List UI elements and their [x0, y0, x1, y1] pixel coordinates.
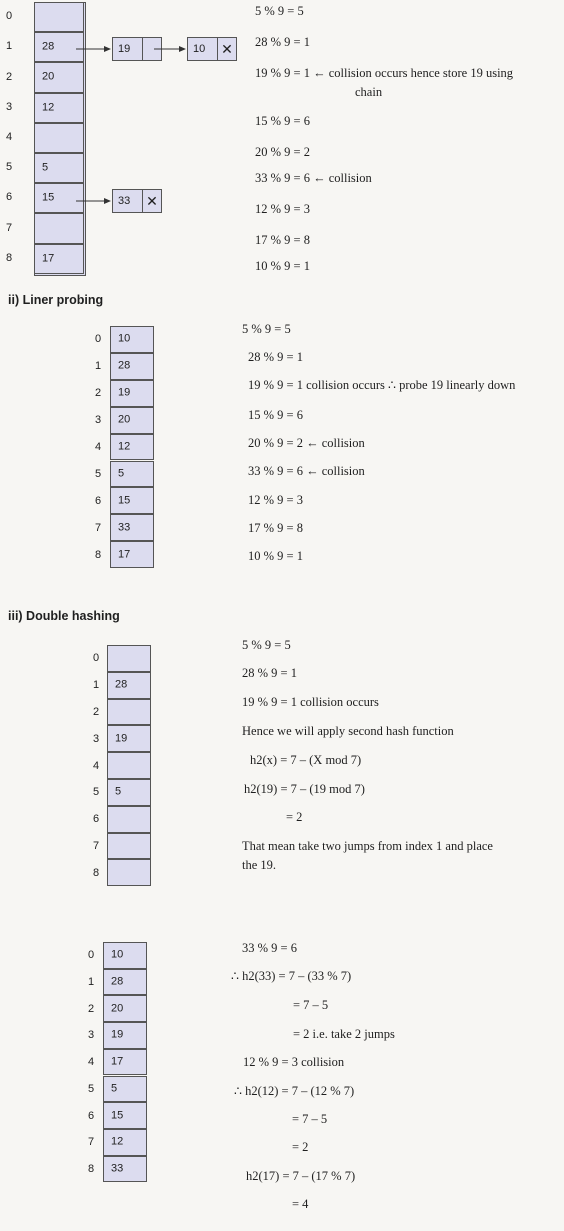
equation-line: That mean take two jumps from index 1 and place	[242, 839, 493, 853]
hash-table-slot	[107, 752, 151, 779]
equation-line: the 19.	[242, 858, 277, 872]
hash-table-slot	[107, 833, 151, 860]
slot-index: 8	[88, 1162, 95, 1175]
slot-index: 0	[88, 949, 95, 962]
hash-table-slot	[103, 1049, 147, 1076]
slot-index: 4	[95, 441, 102, 454]
hash-table-slot	[110, 461, 154, 488]
slot-index: 3	[6, 100, 13, 113]
null-pointer-icon: ✕	[217, 38, 236, 60]
hash-table-slot	[110, 434, 154, 461]
equation-line: 5 % 9 = 5	[255, 4, 304, 18]
equation-line: 5 % 9 = 5	[242, 322, 291, 336]
slot-index: 1	[93, 679, 100, 692]
equation-line: 17 % 9 = 8	[248, 521, 303, 535]
slot-value: 20	[118, 413, 131, 426]
chain-node-19: 19	[112, 37, 162, 61]
slot-value: 10	[118, 332, 131, 345]
equation-line: = 2 i.e. take 2 jumps	[293, 1027, 395, 1041]
hash-table-slot	[107, 806, 151, 833]
slot-value: 28	[118, 359, 131, 372]
linear-probing-heading: ii) Liner probing	[8, 293, 104, 307]
slot-index: 3	[88, 1029, 95, 1042]
slot-index: 0	[93, 652, 100, 665]
slot-index: 1	[88, 976, 95, 989]
slot-value: 28	[115, 678, 128, 691]
slot-index: 7	[95, 521, 102, 534]
slot-value: 33	[111, 1162, 124, 1175]
slot-index: 6	[6, 191, 13, 204]
equation-line: 12 % 9 = 3	[248, 493, 303, 507]
slot-value: 15	[111, 1109, 124, 1122]
hash-table-slot	[110, 487, 154, 514]
equation-line: chain	[355, 85, 383, 99]
slot-index: 2	[93, 706, 100, 718]
slot-value: 5	[42, 161, 49, 174]
slot-index: 5	[95, 467, 102, 480]
slot-index: 8	[93, 866, 100, 879]
equation-line: h2(17) = 7 – (17 % 7)	[246, 1169, 356, 1183]
hash-table-slot	[107, 672, 151, 699]
equation-line: 19 % 9 = 1 collision occurs ∴ probe 19 linearly down	[248, 378, 516, 392]
hash-table-slot	[103, 1102, 147, 1129]
slot-value: 15	[42, 191, 55, 204]
slot-index: 4	[88, 1056, 95, 1069]
slot-index: 5	[6, 161, 13, 174]
hash-table-slot	[110, 326, 154, 353]
slot-index: 1	[95, 360, 102, 373]
slot-value: 28	[42, 40, 55, 53]
equation-line: 12 % 9 = 3 collision	[243, 1055, 345, 1069]
equation-line: 28 % 9 = 1	[242, 666, 297, 680]
slot-value: 12	[42, 101, 55, 114]
slot-index: 1	[6, 40, 13, 53]
equation-line: 20 % 9 = 2	[255, 145, 310, 159]
slot-index: 0	[95, 333, 102, 346]
equation-line: 19 % 9 = 1 collision occurs	[242, 695, 379, 709]
hash-table-slot	[110, 541, 154, 568]
hash-table-slot	[110, 514, 154, 541]
hash-table-slot	[103, 1022, 147, 1049]
null-pointer-icon: ✕	[142, 190, 161, 212]
slot-value: 28	[111, 975, 124, 988]
slot-value: 5	[118, 467, 125, 480]
equation-line: h2(19) = 7 – (19 mod 7)	[244, 782, 365, 796]
hash-table-slot	[103, 1076, 147, 1103]
equation-line: 20 % 9 = 2 ← collision	[248, 436, 365, 450]
slot-index: 8	[95, 548, 102, 561]
hash-table-slot	[107, 779, 151, 806]
equation-line: 10 % 9 = 1	[255, 259, 310, 273]
slot-value: 12	[118, 440, 131, 453]
slot-value: 17	[111, 1055, 124, 1068]
equation-line: 33 % 9 = 6 ← collision	[248, 464, 365, 478]
slot-value: 5	[115, 785, 122, 798]
slot-index: 0	[6, 10, 13, 23]
slot-index: 6	[93, 813, 100, 826]
equation-line: 15 % 9 = 6	[255, 114, 310, 128]
equation-line: Hence we will apply second hash function	[242, 724, 454, 738]
slot-index: 4	[93, 759, 100, 772]
equation-line: 28 % 9 = 1	[248, 350, 303, 364]
slot-index: 6	[95, 494, 102, 507]
hash-table-slot	[103, 969, 147, 996]
slot-value: 10	[111, 948, 124, 961]
slot-index: 7	[6, 221, 13, 234]
slot-value: 17	[42, 252, 55, 265]
slot-index: 5	[88, 1082, 95, 1095]
chain-node-10: 10 ✕	[187, 37, 237, 61]
chain-node-33: 33 ✕	[112, 189, 162, 213]
equation-line: = 7 – 5	[293, 998, 329, 1012]
equation-line: 17 % 9 = 8	[255, 233, 310, 247]
slot-index: 8	[6, 251, 13, 264]
slot-value: 5	[111, 1082, 118, 1095]
slot-value: 19	[118, 386, 131, 399]
hash-table-slot	[103, 942, 147, 969]
slot-value: 19	[111, 1028, 124, 1041]
equation-line: 5 % 9 = 5	[242, 638, 291, 652]
slot-index: 5	[93, 786, 100, 799]
hash-table-slot	[103, 1129, 147, 1156]
slot-value: 33	[118, 521, 131, 534]
slot-index: 7	[93, 840, 100, 852]
slot-index: 2	[88, 1002, 95, 1015]
equation-line: 10 % 9 = 1	[248, 549, 303, 563]
hash-table-slot	[110, 353, 154, 380]
equation-line: = 2	[292, 1140, 309, 1154]
hash-table-slot	[107, 859, 151, 886]
slot-index: 2	[6, 70, 13, 83]
slot-index: 3	[95, 414, 102, 427]
equation-line: 19 % 9 = 1 ← collision occurs hence store 19 using	[255, 66, 514, 80]
hash-table-slot	[110, 407, 154, 434]
slot-value: 20	[111, 1002, 124, 1015]
hash-table-slot	[107, 645, 151, 672]
slot-value: 15	[118, 494, 131, 507]
equation-line: ∴ h2(12) = 7 – (12 % 7)	[234, 1084, 355, 1098]
slot-value: 17	[118, 548, 131, 561]
slot-value: 19	[115, 732, 128, 745]
equation-line: 28 % 9 = 1	[255, 35, 310, 49]
equation-line: h2(x) = 7 – (X mod 7)	[250, 753, 362, 767]
slot-value: 12	[111, 1135, 124, 1148]
equation-line: 33 % 9 = 6	[242, 941, 297, 955]
hash-table-slot	[107, 699, 151, 726]
slot-index: 6	[88, 1109, 95, 1122]
equation-line: 15 % 9 = 6	[248, 408, 303, 422]
hash-table-slot	[107, 725, 151, 752]
equation-line: ∴ h2(33) = 7 – (33 % 7)	[231, 969, 352, 983]
double-hashing-heading: iii) Double hashing	[8, 609, 120, 623]
equation-line: = 4	[292, 1197, 309, 1211]
slot-index: 2	[95, 387, 102, 400]
equation-line: 12 % 9 = 3	[255, 202, 310, 216]
equation-line: = 7 – 5	[292, 1112, 328, 1126]
hash-table-slot	[103, 1156, 147, 1183]
equation-line: = 2	[286, 810, 303, 824]
slot-index: 3	[93, 732, 100, 745]
slot-index: 7	[88, 1136, 95, 1149]
equation-line: 33 % 9 = 6 ← collision	[255, 171, 372, 185]
hash-table-slot	[103, 995, 147, 1022]
slot-index: 4	[6, 130, 13, 143]
slot-value: 20	[42, 70, 55, 83]
hash-table-slot	[110, 380, 154, 407]
